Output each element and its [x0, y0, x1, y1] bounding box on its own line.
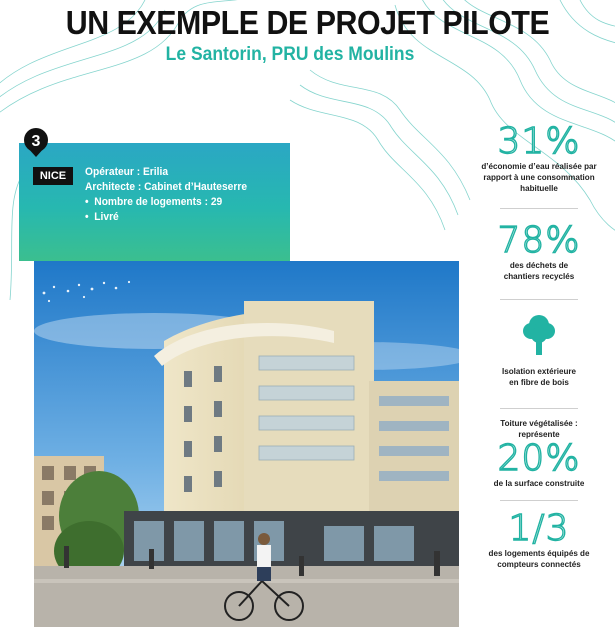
building-photo	[34, 261, 459, 627]
divider	[500, 299, 578, 300]
page-title: UN EXEMPLE DE PROJET PILOTE	[65, 4, 550, 41]
divider	[500, 208, 578, 209]
badge-number: 3	[31, 133, 41, 150]
bullet-status: • Livré	[85, 210, 247, 225]
stat-insulation	[463, 313, 615, 388]
project-details	[85, 165, 247, 225]
project-info-card	[19, 143, 290, 261]
stat-green-roof	[463, 418, 615, 489]
stat-water-saving	[463, 123, 615, 194]
number-badge	[21, 127, 51, 157]
tree-icon	[521, 313, 557, 355]
stat-label: d’économie d’eau réalisée par rapport à une consommation habituelle	[481, 161, 597, 193]
stat-value: 1/3	[508, 508, 570, 549]
city-label: NICE	[33, 167, 73, 185]
stat-waste-recycled	[463, 222, 615, 282]
stat-label: des déchets de chantiers recyclés	[503, 260, 575, 281]
divider	[500, 500, 578, 501]
operator-line: Opérateur : Erilia	[85, 166, 169, 178]
stat-value: 31%	[497, 121, 581, 162]
stat-value: 78%	[497, 220, 581, 261]
stat-label: de la surface construite	[493, 478, 585, 488]
stat-label: des logements équipés de compteurs connectés	[488, 548, 590, 569]
page-subtitle: Le Santorin, PRU des Moulins	[165, 44, 415, 65]
architect-line: Architecte : Cabinet d’Hauteserre	[85, 181, 248, 193]
stat-connected-meters	[463, 510, 615, 570]
divider	[500, 408, 578, 409]
bullet-housing-count: • Nombre de logements : 29	[85, 195, 247, 210]
stat-pre-label: Toiture végétalisée : représente	[500, 418, 578, 439]
stat-value: 20%	[497, 438, 581, 479]
stat-label: Isolation extérieure en fibre de bois	[501, 366, 577, 387]
